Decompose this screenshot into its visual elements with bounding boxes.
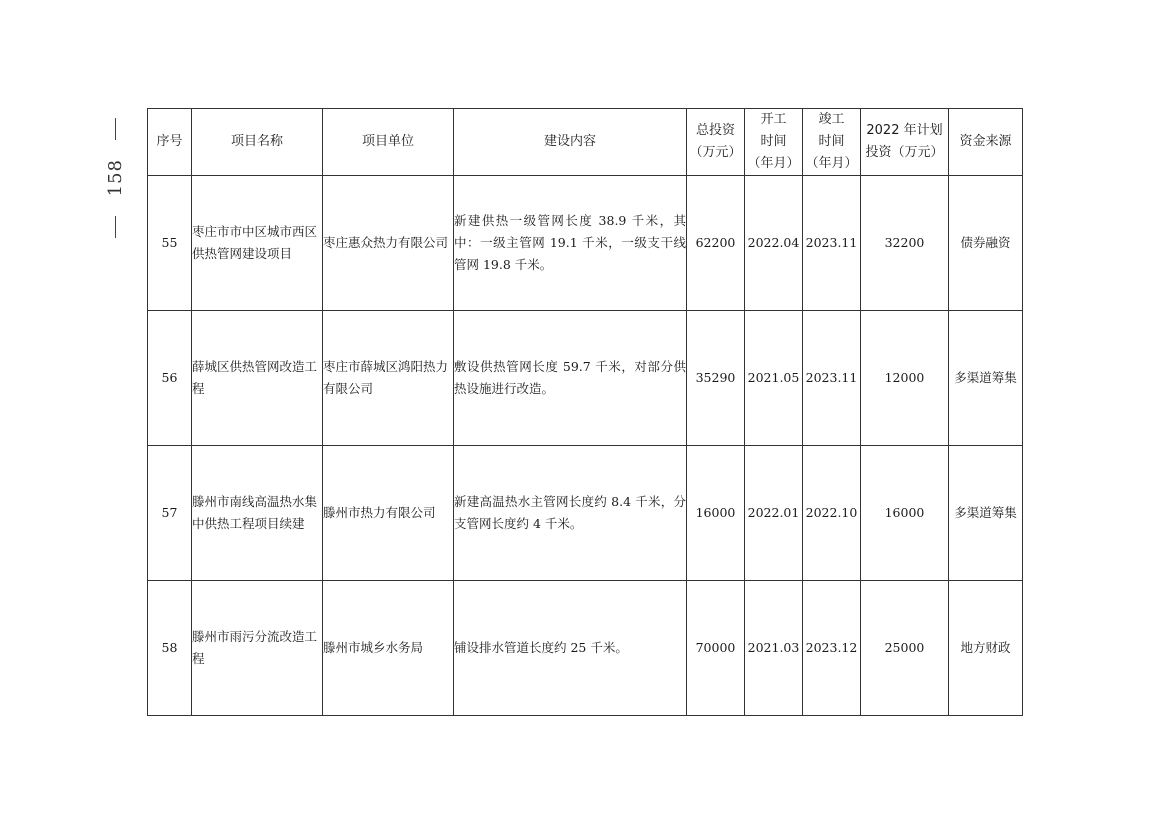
header-investment-line: 总投资 bbox=[695, 123, 735, 138]
cell-funding-source: 债券融资 bbox=[949, 176, 1023, 311]
cell-seq: 55 bbox=[148, 176, 192, 311]
cell-funding-source: 多渠道筹集 bbox=[949, 446, 1023, 581]
cell-plan-investment: 12000 bbox=[861, 311, 949, 446]
cell-investment: 70000 bbox=[687, 581, 745, 716]
cell-project-name: 滕州市南线高温热水集中供热工程项目续建 bbox=[192, 446, 323, 581]
table-row bbox=[148, 581, 1023, 716]
page-number-dash-bottom bbox=[115, 216, 116, 238]
header-investment bbox=[687, 109, 745, 176]
header-investment-line: （万元） bbox=[689, 145, 742, 160]
cell-content: 敷设供热管网长度 59.7 千米，对部分供热设施进行改造。 bbox=[454, 311, 687, 446]
header-funding-source: 资金来源 bbox=[949, 109, 1023, 176]
cell-project-unit: 枣庄惠众热力有限公司 bbox=[323, 176, 454, 311]
header-content: 建设内容 bbox=[454, 109, 687, 176]
table-row bbox=[148, 176, 1023, 311]
cell-funding-source: 地方财政 bbox=[949, 581, 1023, 716]
header-start-line: 开工 bbox=[760, 112, 787, 127]
header-start-line: 时间 bbox=[760, 134, 787, 149]
cell-plan-investment: 25000 bbox=[861, 581, 949, 716]
header-project-name: 项目名称 bbox=[192, 109, 323, 176]
page-number: 158 bbox=[104, 159, 126, 197]
cell-project-unit: 滕州市热力有限公司 bbox=[323, 446, 454, 581]
header-end-time bbox=[803, 109, 861, 176]
cell-project-name: 枣庄市市中区城市西区供热管网建设项目 bbox=[192, 176, 323, 311]
header-start-time bbox=[745, 109, 803, 176]
cell-end-time: 2023.12 bbox=[803, 581, 861, 716]
cell-content: 铺设排水管道长度约 25 千米。 bbox=[454, 581, 687, 716]
header-end-line: 时间 bbox=[818, 134, 845, 149]
cell-funding-source: 多渠道筹集 bbox=[949, 311, 1023, 446]
header-plan-line: 投资（万元） bbox=[865, 145, 944, 160]
cell-content: 新建供热一级管网长度 38.9 千米，其中：一级主管网 19.1 千米，一级支干线管网 19.8 千米。 bbox=[454, 176, 687, 311]
cell-end-time: 2023.11 bbox=[803, 311, 861, 446]
cell-investment: 16000 bbox=[687, 446, 745, 581]
table-row bbox=[148, 311, 1023, 446]
cell-project-name: 滕州市雨污分流改造工程 bbox=[192, 581, 323, 716]
page-number-margin bbox=[100, 118, 130, 238]
cell-end-time: 2023.11 bbox=[803, 176, 861, 311]
cell-plan-investment: 32200 bbox=[861, 176, 949, 311]
cell-project-name: 薛城区供热管网改造工程 bbox=[192, 311, 323, 446]
cell-plan-investment: 16000 bbox=[861, 446, 949, 581]
header-start-line: （年月） bbox=[747, 156, 800, 171]
header-seq: 序号 bbox=[148, 109, 192, 176]
cell-start-time: 2022.01 bbox=[745, 446, 803, 581]
header-end-line: 竣工 bbox=[818, 112, 845, 127]
cell-start-time: 2021.05 bbox=[745, 311, 803, 446]
cell-end-time: 2022.10 bbox=[803, 446, 861, 581]
cell-content: 新建高温热水主管网长度约 8.4 千米，分支管网长度约 4 千米。 bbox=[454, 446, 687, 581]
cell-seq: 57 bbox=[148, 446, 192, 581]
cell-start-time: 2021.03 bbox=[745, 581, 803, 716]
cell-investment: 35290 bbox=[687, 311, 745, 446]
table-header-row bbox=[148, 109, 1023, 176]
page-number-dash-top bbox=[115, 118, 116, 140]
cell-start-time: 2022.04 bbox=[745, 176, 803, 311]
project-table bbox=[147, 108, 1023, 716]
table-row bbox=[148, 446, 1023, 581]
header-end-line: （年月） bbox=[805, 156, 858, 171]
cell-seq: 58 bbox=[148, 581, 192, 716]
header-plan-line: 2022 年计划 bbox=[866, 123, 943, 138]
cell-investment: 62200 bbox=[687, 176, 745, 311]
cell-project-unit: 枣庄市薛城区鸿阳热力有限公司 bbox=[323, 311, 454, 446]
cell-seq: 56 bbox=[148, 311, 192, 446]
header-project-unit: 项目单位 bbox=[323, 109, 454, 176]
header-plan-investment bbox=[861, 109, 949, 176]
cell-project-unit: 滕州市城乡水务局 bbox=[323, 581, 454, 716]
